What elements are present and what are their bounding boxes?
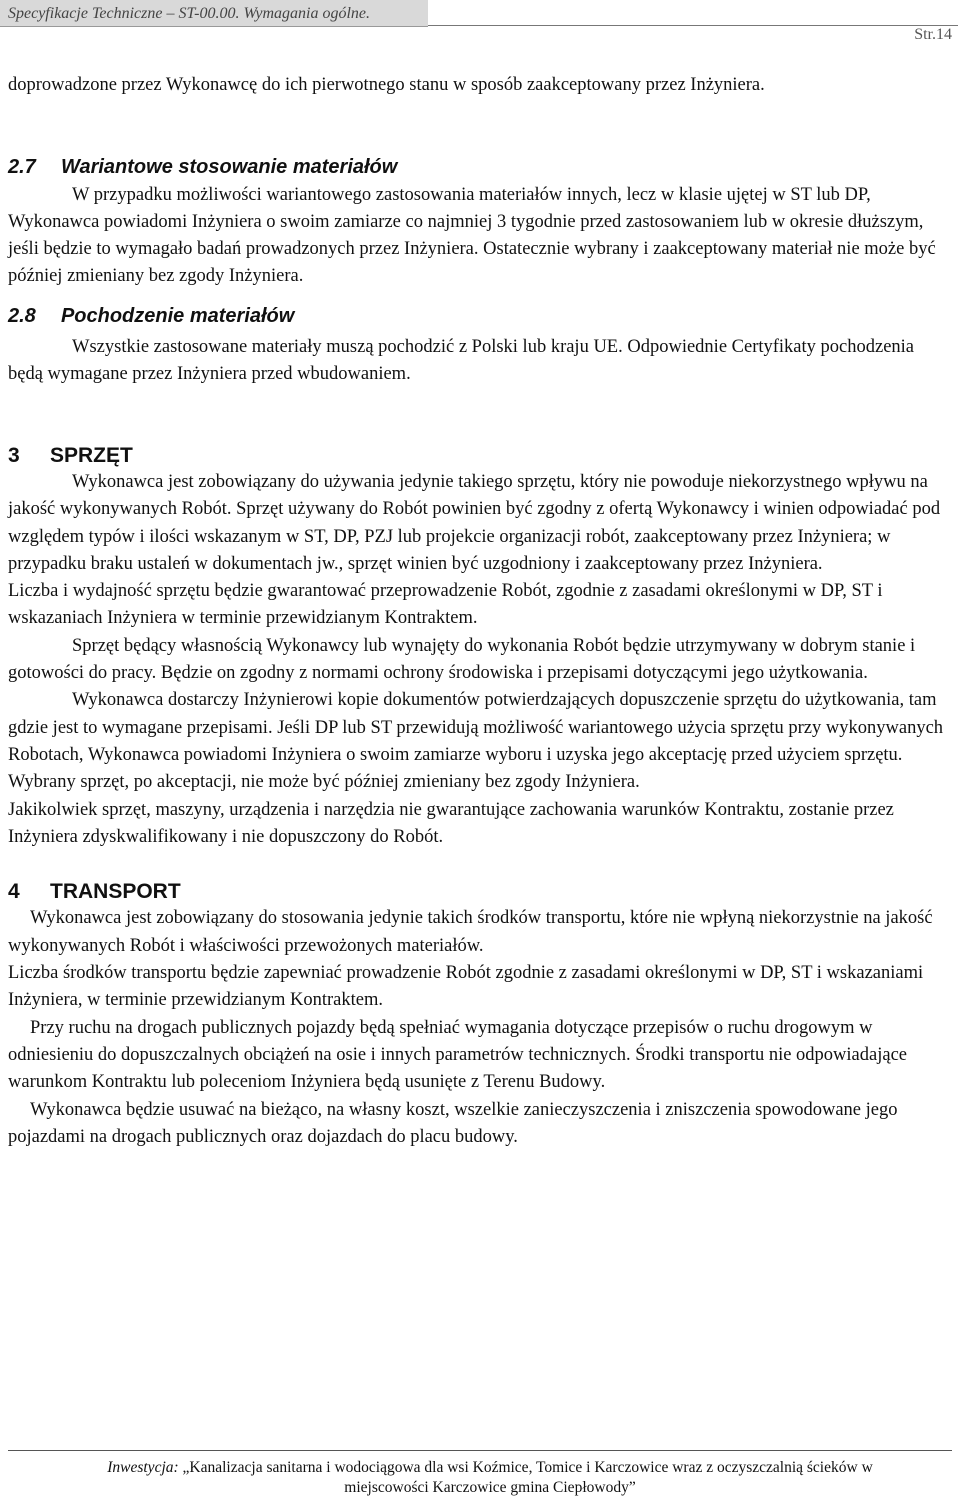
section-4-paragraph: Przy ruchu na drogach publicznych pojazdy będą spełniać wymagania dotyczące przepisów o ruchu drogowym w odniesieniu do dopuszczalnych obciążeń na osie i innych parametrów technicznych. Środki transportu nie odpowiadające warunkom Kontraktu lub poleceniom Inżyniera będą usunięte z Terenu Budowy. [8, 1017, 908, 1093]
footer-label: Inwestycja: [107, 1459, 179, 1476]
section-title: TRANSPORT [50, 880, 181, 904]
section-3-paragraph: Wykonawca jest zobowiązany do używania jedynie takiego sprzętu, który nie powoduje niekorzystnego wpływu na jakość wykonywanych Robót. Sprzęt używany do Robót powinien być zgodny z ofertą Wykonawcy i winien odpowiadać pod względem typów i ilości wskazanym w ST, DP, PZJ lub projekcie organizacji robót, zaakceptowany przez Inżyniera; w przypadku braku ustaleń w dokumentach jw., sprzęt winien być uzgodniony i zaakceptowany przez Inżyniera. [8, 471, 941, 574]
section-3-paragraph: Sprzęt będący własnością Wykonawcy lub wynajęty do wykonania Robót będzie utrzymywany w dobrym stanie i gotowości do pracy. Będzie on zgodny z normami ochrony środowiska i przepisami dotyczącymi jego użytkowania. [8, 635, 916, 684]
section-number: 2.8 [8, 304, 36, 327]
section-4-paragraph: Liczba środków transportu będzie zapewniać prowadzenie Robót zgodnie z zasadami określonymi w DP, ST i wskazaniami Inżyniera, w terminie przewidzianym Kontraktem. [8, 963, 924, 1011]
page-footer [40, 1458, 940, 1498]
section-4-paragraph: Wykonawca będzie usuwać na bieżąco, na własny koszt, wszelkie zanieczyszczenia i zniszczenia spowodowane jego pojazdami na drogach publicznych oraz dojazdach do placu budowy. [8, 1099, 898, 1147]
section-2-7-paragraph: W przypadku możliwości wariantowego zastosowania materiałów innych, lecz w klasie ujętej w ST lub DP, Wykonawca powiadomi Inżyniera o swoim zamiarze co najmniej 3 tygodnie przed zastosowaniem lub w okresie dłuższym, jeśli będzie to wymagało badań prowadzonych przez Inżyniera. Ostatecznie wybrany i zaakceptowany materiał nie może być później zmieniany bez zgody Inżyniera. [8, 184, 936, 287]
section-title: SPRZĘT [50, 443, 133, 467]
page-number: Str.14 [914, 26, 952, 43]
section-2-8-heading [8, 303, 952, 330]
footer-project: „Kanalizacja sanitarna i wodociągowa dla wsi Koźmice, Tomice i Karczowice wraz z oczyszczalnią ścieków w [182, 1459, 873, 1476]
section-number: 3 [8, 443, 20, 467]
section-4-paragraph: Wykonawca jest zobowiązany do stosowania jedynie takich środków transportu, które nie wpłyną niekorzystnie na jakość wykonywanych Robót i właściwości przewożonych materiałów. [8, 908, 933, 956]
page-header [0, 0, 960, 43]
section-3-paragraph: Jakikolwiek sprzęt, maszyny, urządzenia i narzędzia nie gwarantujące zachowania warunków Kontraktu, zostanie przez Inżyniera zdyskwalifikowany i nie dopuszczony do Robót. [8, 799, 894, 847]
section-3-paragraph: Wykonawca dostarczy Inżynierowi kopie dokumentów potwierdzających dopuszczenie sprzętu do użytkowania, tam gdzie jest to wymagane przepisami. Jeśli DP lub ST przewidują możliwość wariantowego użycia sprzętu przy wykonywanych Robotach, Wykonawca powiadomi Inżyniera o swoim zamiarze wyboru i uzyska jego akceptację przed użyciem sprzętu. Wybrany sprzęt, po akceptacji, nie może być później zmieniany bez zgody Inżyniera. [8, 690, 944, 793]
footer-rule [8, 1450, 952, 1451]
header-rule [428, 25, 958, 26]
intro-paragraph: doprowadzone przez Wykonawcę do ich pierwotnego stanu w sposób zaakceptowany przez Inżyniera. [8, 75, 765, 95]
section-title: Wariantowe stosowanie materiałów [60, 156, 398, 179]
section-number: 2.7 [8, 156, 36, 179]
section-2-7-heading [8, 154, 952, 181]
section-2-8-paragraph: Wszystkie zastosowane materiały muszą pochodzić z Polski lub kraju UE. Odpowiednie Certyfikaty pochodzenia będą wymagane przez Inżyniera przed wbudowaniem. [8, 337, 915, 385]
document-body [8, 72, 952, 1151]
section-3-heading [8, 442, 952, 469]
section-3-paragraph: Liczba i wydajność sprzętu będzie gwarantować przeprowadzenie Robót, zgodnie z zasadami określonymi w DP, ST i wskazaniach Inżyniera w terminie przewidzianym Kontraktem. [8, 581, 883, 629]
document-title: Specyfikacje Techniczne – ST-00.00. Wymagania ogólne. [8, 5, 370, 22]
header-bar [0, 0, 428, 27]
section-4-heading [8, 878, 952, 905]
footer-line-1 [40, 1458, 940, 1478]
footer-line-2: miejscowości Karczowice gmina Ciepłowody” [344, 1479, 636, 1496]
section-number: 4 [8, 880, 20, 904]
section-title: Pochodzenie materiałów [60, 304, 295, 327]
